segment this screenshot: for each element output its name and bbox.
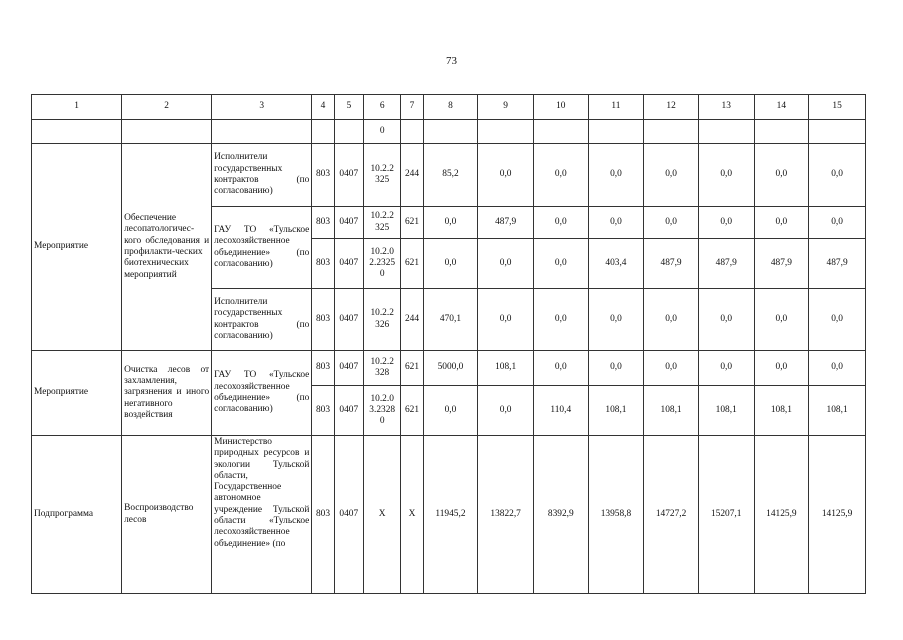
value-cell: 8392,9 — [533, 436, 588, 594]
target-code-cell: 10.2.2 328 — [363, 351, 400, 386]
target-code-cell: 10.2.0 3.2328 0 — [363, 386, 400, 436]
section-code-cell: 0407 — [334, 436, 363, 594]
value-cell: 0,0 — [588, 144, 644, 207]
header-cell: 2 — [122, 95, 212, 120]
value-cell: 0,0 — [588, 351, 644, 386]
value-cell: 0,0 — [423, 207, 478, 239]
measure-name-cell: Воспроизводство лесов — [122, 436, 212, 594]
header-cell: 5 — [334, 95, 363, 120]
value-cell: 487,9 — [478, 207, 534, 239]
gov-code-cell: 803 — [312, 436, 334, 594]
value-cell: 5000,0 — [423, 351, 478, 386]
header-cell: 7 — [401, 95, 423, 120]
value-cell: 0,0 — [588, 207, 644, 239]
table-row — [32, 144, 866, 207]
value-cell: 403,4 — [588, 239, 644, 289]
section-code-cell: 0407 — [334, 239, 363, 289]
expense-type-cell: 621 — [401, 351, 423, 386]
expense-type-cell: 621 — [401, 239, 423, 289]
header-cell: 6 — [363, 95, 400, 120]
value-cell: 0,0 — [423, 386, 478, 436]
expense-type-cell: 244 — [401, 289, 423, 351]
value-cell: 487,9 — [754, 239, 809, 289]
table-row — [32, 436, 866, 594]
expense-type-cell: Х — [401, 436, 423, 594]
value-cell: 0,0 — [533, 207, 588, 239]
value-cell: 0,0 — [533, 351, 588, 386]
gov-code-cell: 803 — [312, 351, 334, 386]
gov-code-cell: 803 — [312, 239, 334, 289]
value-cell: 108,1 — [698, 386, 754, 436]
target-code-cell: 10.2.2 325 — [363, 207, 400, 239]
section-code-cell: 0407 — [334, 386, 363, 436]
value-cell: 11945,2 — [423, 436, 478, 594]
value-cell: 0,0 — [698, 144, 754, 207]
value-cell: 0,0 — [644, 289, 699, 351]
value-cell: 0,0 — [809, 144, 866, 207]
executor-cell: Исполнители государственных контрактов (по согласованию) — [212, 144, 312, 207]
value-cell: 0,0 — [533, 239, 588, 289]
header-cell: 8 — [423, 95, 478, 120]
section-code-cell: 0407 — [334, 144, 363, 207]
value-cell: 108,1 — [588, 386, 644, 436]
header-cell: 12 — [644, 95, 699, 120]
continuation-cell: 0 — [363, 120, 400, 144]
measure-name-cell: Очистка лесов от захламления, загрязнения и иного негативного воздействия — [122, 351, 212, 436]
value-cell: 0,0 — [754, 207, 809, 239]
value-cell: 0,0 — [754, 289, 809, 351]
value-cell: 487,9 — [809, 239, 866, 289]
header-cell: 15 — [809, 95, 866, 120]
value-cell: 110,4 — [533, 386, 588, 436]
section-code-cell: 0407 — [334, 351, 363, 386]
value-cell: 14125,9 — [754, 436, 809, 594]
value-cell: 0,0 — [698, 351, 754, 386]
header-cell: 13 — [698, 95, 754, 120]
value-cell: 108,1 — [754, 386, 809, 436]
target-code-cell: Х — [363, 436, 400, 594]
target-code-cell: 10.2.2 325 — [363, 144, 400, 207]
value-cell: 0,0 — [478, 386, 534, 436]
value-cell: 14125,9 — [809, 436, 866, 594]
expense-type-cell: 621 — [401, 386, 423, 436]
value-cell: 85,2 — [423, 144, 478, 207]
header-cell: 3 — [212, 95, 312, 120]
gov-code-cell: 803 — [312, 289, 334, 351]
table-row — [32, 351, 866, 386]
value-cell: 0,0 — [698, 207, 754, 239]
value-cell: 0,0 — [478, 144, 534, 207]
value-cell: 0,0 — [754, 144, 809, 207]
value-cell: 0,0 — [533, 144, 588, 207]
value-cell: 0,0 — [644, 207, 699, 239]
header-cell: 4 — [312, 95, 334, 120]
value-cell: 470,1 — [423, 289, 478, 351]
row-type-cell: Подпрограмма — [32, 436, 122, 594]
continuation-row — [32, 120, 866, 144]
value-cell: 0,0 — [423, 239, 478, 289]
header-cell: 14 — [754, 95, 809, 120]
value-cell: 108,1 — [809, 386, 866, 436]
value-cell: 14727,2 — [644, 436, 699, 594]
value-cell: 487,9 — [644, 239, 699, 289]
value-cell: 0,0 — [809, 289, 866, 351]
budget-table — [31, 94, 866, 594]
header-cell: 1 — [32, 95, 122, 120]
section-code-cell: 0407 — [334, 289, 363, 351]
value-cell: 0,0 — [644, 351, 699, 386]
value-cell: 0,0 — [698, 289, 754, 351]
executor-cell: ГАУ ТО «Тульское лесохозяйственное объединение» (по согласованию) — [212, 351, 312, 436]
value-cell: 0,0 — [588, 289, 644, 351]
value-cell: 13958,8 — [588, 436, 644, 594]
measure-name-cell: Обеспечение лесопатологичес-кого обследования и профилакти-ческих биотехнических мероприятий — [122, 144, 212, 351]
value-cell: 0,0 — [533, 289, 588, 351]
executor-cell: ГАУ ТО «Тульское лесохозяйственное объединение» (по согласованию) — [212, 207, 312, 289]
executor-cell: Министерство природных ресурсов и экологии Тульской области, Государственное автономное учреждение Тульской области «Тульское лесохозяйственное объединение» (по — [212, 436, 312, 594]
gov-code-cell: 803 — [312, 144, 334, 207]
value-cell: 108,1 — [644, 386, 699, 436]
value-cell: 0,0 — [478, 289, 534, 351]
value-cell: 0,0 — [754, 351, 809, 386]
value-cell: 108,1 — [478, 351, 534, 386]
expense-type-cell: 621 — [401, 207, 423, 239]
value-cell: 487,9 — [698, 239, 754, 289]
target-code-cell: 10.2.2 326 — [363, 289, 400, 351]
gov-code-cell: 803 — [312, 207, 334, 239]
header-cell: 10 — [533, 95, 588, 120]
value-cell: 15207,1 — [698, 436, 754, 594]
value-cell: 0,0 — [809, 351, 866, 386]
header-cell: 11 — [588, 95, 644, 120]
value-cell: 0,0 — [809, 207, 866, 239]
expense-type-cell: 244 — [401, 144, 423, 207]
value-cell: 13822,7 — [478, 436, 534, 594]
value-cell: 0,0 — [644, 144, 699, 207]
page-number: 73 — [446, 55, 457, 67]
value-cell: 0,0 — [478, 239, 534, 289]
row-type-cell: Мероприятие — [32, 144, 122, 351]
header-row — [32, 95, 866, 120]
gov-code-cell: 803 — [312, 386, 334, 436]
section-code-cell: 0407 — [334, 207, 363, 239]
target-code-cell: 10.2.0 2.2325 0 — [363, 239, 400, 289]
row-type-cell: Мероприятие — [32, 351, 122, 436]
header-cell: 9 — [478, 95, 534, 120]
executor-cell: Исполнители государственных контрактов (по согласованию) — [212, 289, 312, 351]
